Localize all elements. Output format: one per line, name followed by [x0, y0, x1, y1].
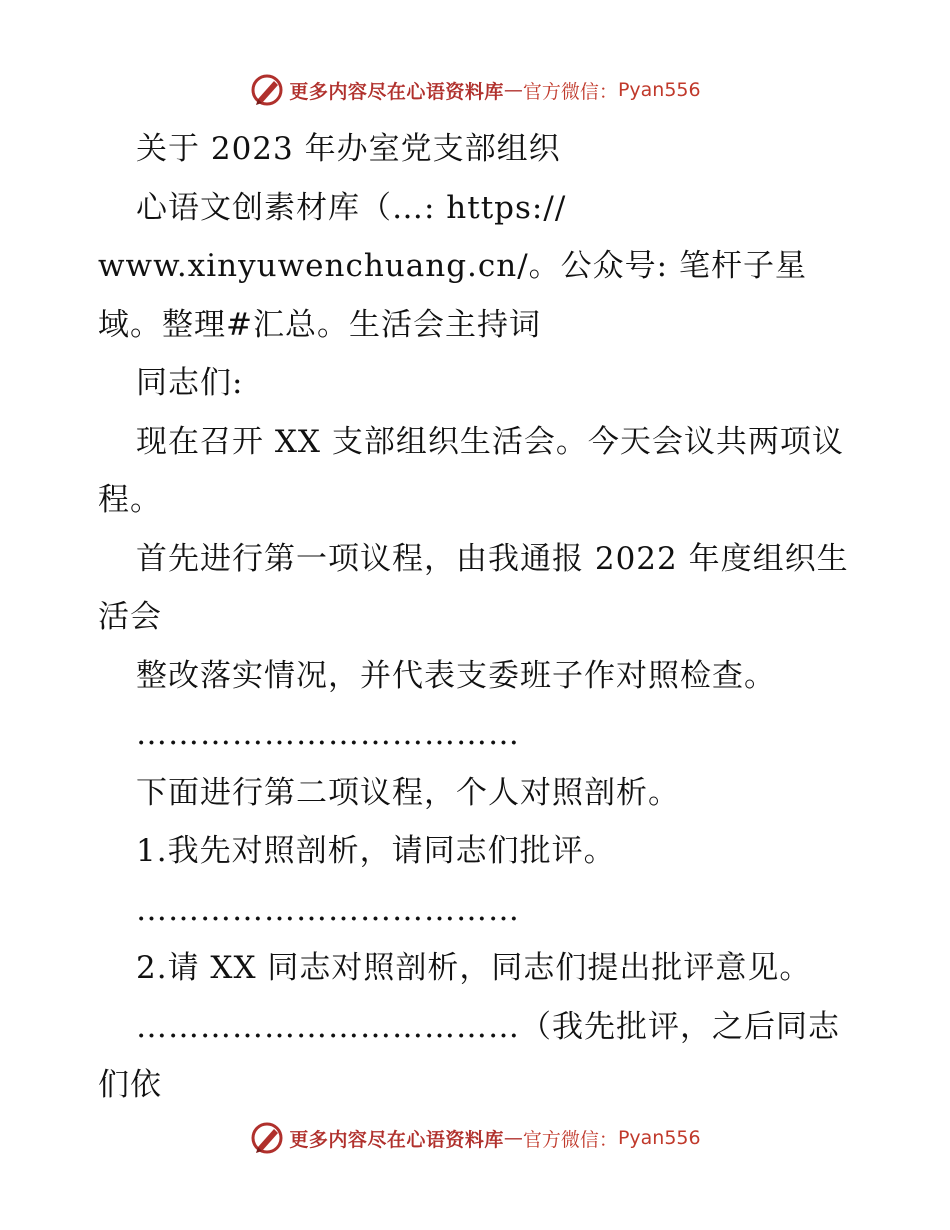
paragraph: 1.我先对照剖析，请同志们批评。 [136, 833, 616, 869]
document-body [98, 120, 858, 1115]
banner-main-text: 更多内容尽在心语资料库 [289, 80, 504, 103]
header-banner [0, 70, 950, 110]
paragraph: 心语文创素材库（…: https:// [136, 189, 567, 226]
banner-wechat-id: Pyan556 [617, 79, 701, 101]
banner-main-text: 更多内容尽在心语资料库 [289, 1128, 504, 1151]
banner-wechat-label: 官方微信： [522, 1128, 618, 1151]
banner-separator: — [503, 79, 523, 101]
pen-logo-icon [249, 1120, 285, 1156]
paragraph: www.xinyuwenchuang.cn/。公众号: 笔杆子星域。整理#汇总。生活会主持词 [98, 248, 807, 343]
banner-separator: — [503, 1127, 523, 1149]
paragraph: 现在召开 XX 支部组织生活会。今天会议共两项议程。 [98, 423, 844, 518]
paragraph: ……………………………… [136, 891, 520, 928]
paragraph: ………………………………（我先批评，之后同志们依 [98, 1008, 840, 1103]
paragraph: 整改落实情况，并代表支委班子作对照检查。 [136, 657, 776, 694]
paragraph: 2.请 XX 同志对照剖析，同志们提出批评意见。 [136, 950, 812, 986]
banner-wechat-label: 官方微信： [522, 80, 618, 103]
footer-banner [0, 1118, 950, 1158]
pen-logo-icon [249, 72, 285, 108]
paragraph: 下面进行第二项议程，个人对照剖析。 [136, 774, 680, 811]
paragraph: 关于 2023 年办室党支部组织 [136, 131, 561, 167]
banner-wechat-id: Pyan556 [617, 1127, 701, 1149]
paragraph: ……………………………… [136, 716, 520, 752]
paragraph: 同志们: [136, 365, 244, 401]
paragraph: 首先进行第一项议程，由我通报 2022 年度组织生活会 [98, 540, 849, 635]
